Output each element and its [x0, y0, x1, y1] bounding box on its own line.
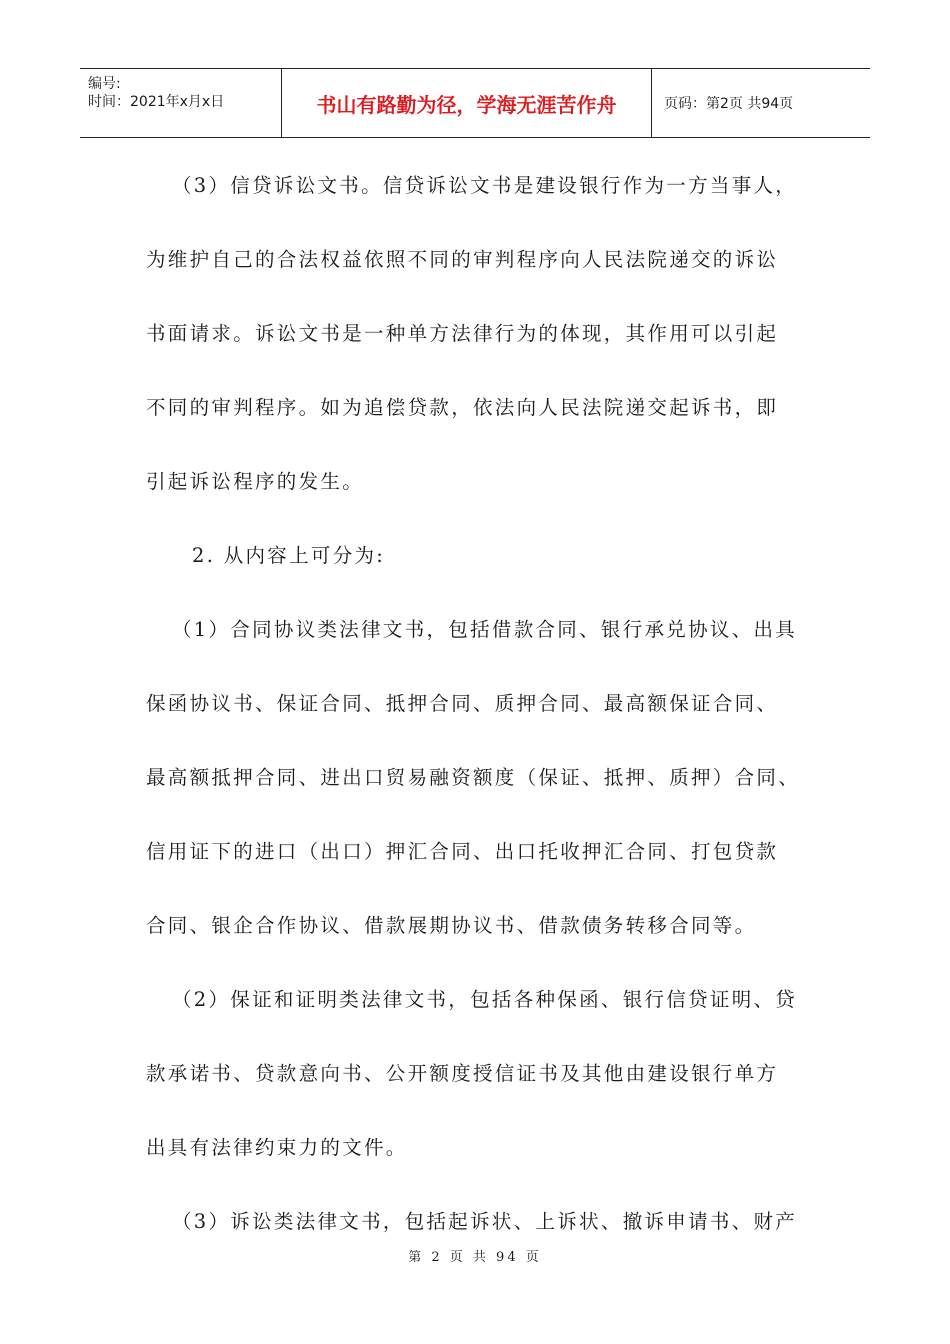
document-body: [146, 164, 811, 1274]
page-footer: 第 2 页 共 94 页: [408, 1250, 542, 1265]
body-line: 为维护自己的合法权益依照不同的审判程序向人民法院递交的诉讼: [146, 248, 779, 271]
page-header: [80, 68, 870, 138]
header-meta: [80, 69, 282, 137]
body-line: （3）信贷诉讼文书。信贷诉讼文书是建设银行作为一方当事人，: [172, 174, 798, 197]
body-line: 书面请求。诉讼文书是一种单方法律行为的体现，其作用可以引起: [146, 322, 779, 345]
body-line: 合同、银企合作协议、借款展期协议书、借款债务转移合同等。: [146, 914, 757, 937]
body-line: （1）合同协议类法律文书，包括借款合同、银行承兑协议、出具: [172, 618, 798, 641]
body-line: 引起诉讼程序的发生。: [146, 470, 365, 493]
doc-time-label: 时间：2021年x月x日: [88, 94, 225, 110]
header-motto: 书山有路勤为径，学海无涯苦作舟: [282, 69, 652, 137]
body-line: 款承诺书、贷款意向书、公开额度授信证书及其他由建设银行单方: [146, 1062, 779, 1085]
body-line: 出具有法律约束力的文件。: [146, 1136, 408, 1159]
body-line: 2. 从内容上可分为:: [192, 544, 386, 567]
body-line: 最高额抵押合同、进出口贸易融资额度（保证、抵押、质押）合同、: [146, 766, 801, 789]
body-line: 信用证下的进口（出口）押汇合同、出口托收押汇合同、打包贷款: [146, 840, 779, 863]
body-line: 不同的审判程序。如为追偿贷款，依法向人民法院递交起诉书，即: [146, 396, 779, 419]
doc-number-label: 编号:: [88, 76, 121, 92]
header-page-info: 页码：第2页 共94页: [664, 96, 794, 112]
body-line: （3）诉讼类法律文书，包括起诉状、上诉状、撤诉申请书、财产: [172, 1210, 798, 1233]
body-line: 保函协议书、保证合同、抵押合同、质押合同、最高额保证合同、: [146, 692, 779, 715]
body-line: （2）保证和证明类法律文书，包括各种保函、银行信贷证明、贷: [172, 988, 798, 1011]
